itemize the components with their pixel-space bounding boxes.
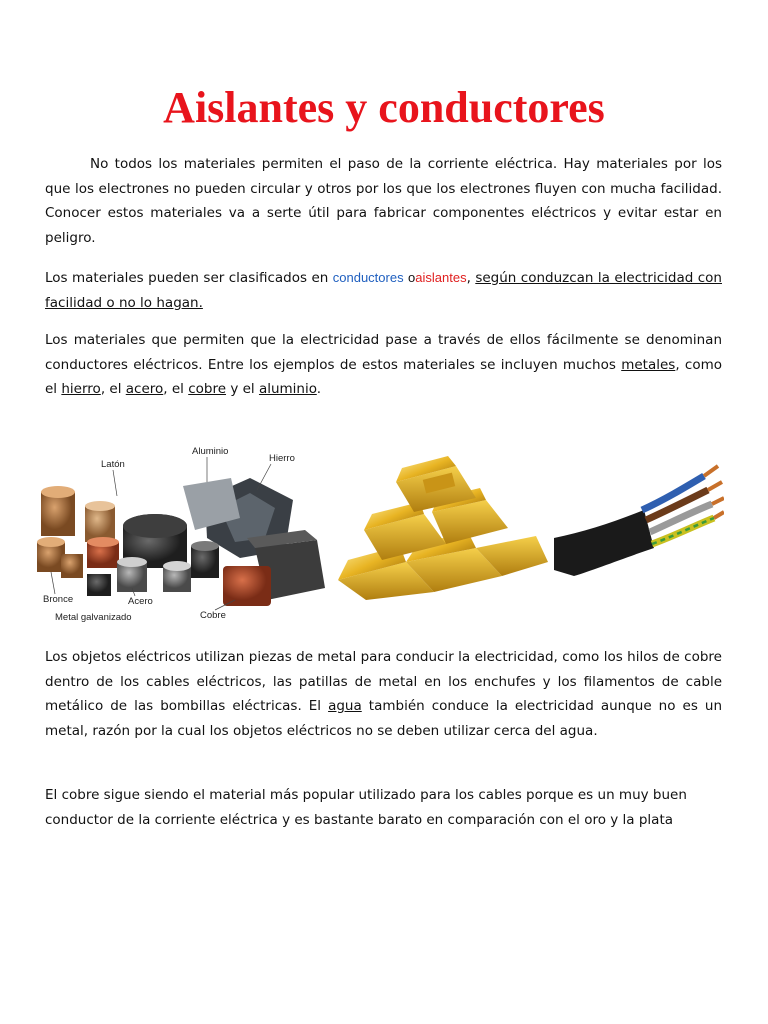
metales-term: metales bbox=[621, 356, 676, 373]
conductors-text-c: , el bbox=[100, 381, 122, 397]
cobre-label: Cobre bbox=[200, 610, 226, 621]
conductors-paragraph bbox=[45, 328, 722, 402]
copper-paragraph: El cobre sigue siendo el material más popular utilizado para los cables porque es un muy buen conductor de la corriente eléctrica y es bastante barato en comparación con el oro y la plata bbox=[45, 787, 687, 828]
page-title: Aislantes y conductores bbox=[163, 83, 605, 132]
intro-paragraph: No todos los materiales permiten el paso de la corriente eléctrica. Hay materiales por los que los electrones no pueden circular y otros por los que los electrones fluyen con mucha facilidad. Conocer estos materiales va a serte útil para fabricar componentes eléctricos y evitar estar en peligro. bbox=[45, 156, 722, 246]
aluminio-label: Aluminio bbox=[192, 446, 229, 457]
uses-text-b: también conduce la electricidad aunque no es un metal, razón por la cual los objetos eléctricos no se deben utilizar cerca del agua. bbox=[45, 698, 722, 739]
underlined-phrase: según conduzcan la electricidad con facilidad o no lo hagan. bbox=[45, 270, 722, 311]
hierro-term: hierro bbox=[61, 381, 101, 397]
metals-photo bbox=[35, 438, 327, 628]
cable-photo bbox=[554, 452, 724, 580]
o-word: o bbox=[408, 270, 416, 285]
gold-bars-photo bbox=[336, 452, 548, 600]
conductores-term: conductores bbox=[332, 270, 404, 285]
classification-paragraph bbox=[45, 266, 722, 315]
conductors-text-d: , el bbox=[163, 381, 184, 397]
galvanizado-label: Metal galvanizado bbox=[55, 612, 132, 623]
acero-label: Acero bbox=[128, 596, 153, 607]
aluminio-term: aluminio bbox=[258, 381, 317, 397]
conductors-text-b: , como el bbox=[45, 356, 722, 397]
agua-term: agua bbox=[328, 698, 362, 714]
conductors-text-f: . bbox=[316, 381, 322, 397]
cobre-term: cobre bbox=[188, 381, 227, 397]
uses-text: Los objetos eléctricos utilizan piezas de metal para conducir la electricidad, como los hilos de cobre dentro de los cables eléctricos, las patillas de metal en los enchufes y los filamentos de cable metálico de las bombillas eléctricas. El bbox=[45, 649, 722, 714]
conductors-text-e: y el bbox=[230, 381, 255, 397]
conductors-text: Los materiales que permiten que la electricidad pase a través de ellos fácilmente se denominan conductores eléctricos. Entre los ejemplos de estos materiales se incluyen muchos bbox=[45, 332, 722, 373]
laton-label: Latón bbox=[101, 459, 125, 470]
bronce-label: Bronce bbox=[43, 594, 74, 605]
comma: , bbox=[466, 270, 471, 286]
aislantes-term: aislantes bbox=[415, 270, 467, 285]
uses-paragraph bbox=[45, 645, 722, 743]
hierro-label: Hierro bbox=[269, 453, 295, 464]
acero-term: acero bbox=[125, 381, 164, 397]
classification-text: Los materiales pueden ser clasificados en bbox=[45, 270, 329, 286]
